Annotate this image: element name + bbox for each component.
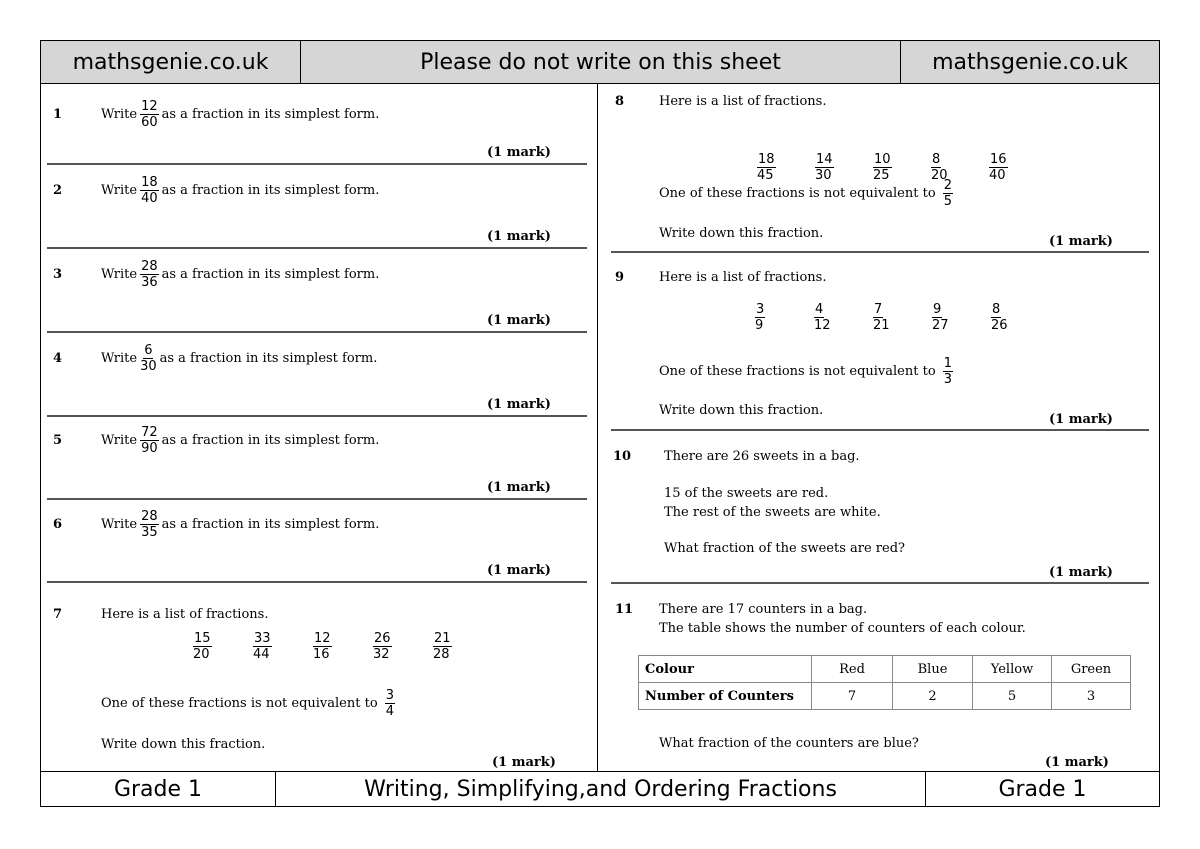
table-cell: Yellow: [973, 656, 1052, 683]
question-number: 2: [53, 183, 63, 198]
column-divider: [597, 83, 598, 773]
fraction-item: $\frac{10}{25}$: [873, 152, 891, 183]
question-text: [101, 175, 379, 206]
separator: [47, 163, 587, 165]
separator: [611, 429, 1149, 431]
table-header-cell: Colour: [639, 656, 812, 683]
question-verb: Write: [101, 433, 138, 448]
target-fraction: $\frac{2}{5}$: [943, 178, 953, 209]
separator: [47, 415, 587, 417]
mark-label: (1 mark): [487, 313, 551, 328]
statement-text: One of these fractions is not equivalent to: [101, 696, 378, 711]
mark-label: (1 mark): [487, 229, 551, 244]
separator: [47, 247, 587, 249]
question-text: The rest of the sweets are white.: [664, 505, 881, 520]
table-cell: Blue: [893, 656, 973, 683]
statement-text: One of these fractions is not equivalent to: [659, 186, 936, 201]
fraction-item: $\frac{15}{20}$: [193, 631, 211, 662]
statement-text: One of these fractions is not equivalent to: [659, 364, 936, 379]
question-number: 10: [613, 449, 632, 464]
question-verb: Write: [101, 351, 138, 366]
fraction-item: $\frac{26}{32}$: [373, 631, 391, 662]
mark-label: (1 mark): [1049, 565, 1113, 580]
fraction-item: $\frac{9}{27}$: [932, 302, 949, 333]
question-instruction: as a fraction in its simplest form.: [161, 107, 380, 122]
question-number: 8: [615, 94, 625, 109]
header-site-right: mathsgenie.co.uk: [932, 49, 1128, 75]
question-instruction: as a fraction in its simplest form.: [161, 517, 380, 532]
mark-label: (1 mark): [1045, 755, 1109, 770]
target-fraction: $\frac{3}{4}$: [385, 688, 395, 719]
separator: [611, 582, 1149, 584]
fraction-item: $\frac{21}{28}$: [433, 631, 451, 662]
question-number: 7: [53, 607, 63, 622]
footer-bar: [41, 771, 1159, 806]
table-cell: 5: [973, 683, 1052, 710]
fraction-item: $\frac{12}{16}$: [313, 631, 331, 662]
given-fraction: $\frac{6}{30}$: [140, 343, 157, 374]
question-intro: Here is a list of fractions.: [101, 607, 269, 622]
fraction-item: $\frac{4}{12}$: [814, 302, 831, 333]
fraction-list: [755, 302, 1050, 333]
header-notice: Please do not write on this sheet: [301, 41, 901, 83]
question-number: 6: [53, 517, 63, 532]
fraction-list: [193, 631, 493, 662]
table-cell: 3: [1052, 683, 1131, 710]
question-number: 11: [615, 602, 634, 617]
question-instruction: as a fraction in its simplest form.: [161, 433, 380, 448]
separator: [47, 331, 587, 333]
mark-label: (1 mark): [492, 755, 556, 770]
question-text: [101, 425, 379, 456]
table-cell: Green: [1052, 656, 1131, 683]
instruction: Write down this fraction.: [659, 226, 824, 241]
question-text: [101, 343, 377, 374]
footer-grade-left: Grade 1: [41, 772, 276, 806]
question-prompt: What fraction of the sweets are red?: [664, 541, 906, 556]
question-number: 3: [53, 267, 63, 282]
table-cell: 7: [812, 683, 893, 710]
question-verb: Write: [101, 517, 138, 532]
table-cell: Red: [812, 656, 893, 683]
question-text: There are 17 counters in a bag.: [659, 602, 868, 617]
table-cell: 2: [893, 683, 973, 710]
question-number: 1: [53, 107, 63, 122]
table-header-cell: Number of Counters: [639, 683, 812, 710]
worksheet: [40, 40, 1160, 807]
equivalence-statement: [659, 356, 956, 387]
footer-topic: Writing, Simplifying,and Ordering Fractions: [276, 772, 926, 806]
given-fraction: $\frac{12}{60}$: [141, 99, 158, 130]
separator: [47, 498, 587, 500]
question-text: [101, 509, 379, 540]
question-number: 5: [53, 433, 63, 448]
table-row: [639, 683, 1131, 710]
mark-label: (1 mark): [487, 480, 551, 495]
fraction-item: $\frac{14}{30}$: [815, 152, 833, 183]
question-text: The table shows the number of counters of each colour.: [659, 621, 1026, 636]
question-verb: Write: [101, 183, 138, 198]
question-prompt: What fraction of the counters are blue?: [659, 736, 919, 751]
mark-label: (1 mark): [487, 145, 551, 160]
question-instruction: as a fraction in its simplest form.: [161, 183, 380, 198]
question-instruction: as a fraction in its simplest form.: [161, 267, 380, 282]
equivalence-statement: [659, 178, 956, 209]
instruction: Write down this fraction.: [101, 737, 266, 752]
header-bar: [41, 41, 1159, 84]
fraction-item: $\frac{33}{44}$: [253, 631, 271, 662]
separator: [47, 581, 587, 583]
equivalence-statement: [101, 688, 398, 719]
mark-label: (1 mark): [1049, 234, 1113, 249]
footer-grade-right: Grade 1: [998, 776, 1087, 802]
question-verb: Write: [101, 267, 138, 282]
fraction-item: $\frac{8}{20}$: [931, 152, 948, 183]
question-text: [101, 99, 379, 130]
instruction: Write down this fraction.: [659, 403, 824, 418]
question-intro: Here is a list of fractions.: [659, 270, 827, 285]
question-number: 4: [53, 351, 63, 366]
mark-label: (1 mark): [1049, 412, 1113, 427]
given-fraction: $\frac{72}{90}$: [141, 425, 158, 456]
question-verb: Write: [101, 107, 138, 122]
question-text: There are 26 sweets in a bag.: [664, 449, 860, 464]
separator: [611, 251, 1149, 253]
counters-table: [638, 655, 1131, 710]
given-fraction: $\frac{18}{40}$: [141, 175, 158, 206]
given-fraction: $\frac{28}{36}$: [141, 259, 158, 290]
target-fraction: $\frac{1}{3}$: [943, 356, 953, 387]
table-row: [639, 656, 1131, 683]
fraction-item: $\frac{7}{21}$: [873, 302, 890, 333]
header-site-left: mathsgenie.co.uk: [41, 41, 301, 83]
question-text: [101, 259, 379, 290]
given-fraction: $\frac{28}{35}$: [141, 509, 158, 540]
question-text: 15 of the sweets are red.: [664, 486, 829, 501]
fraction-item: $\frac{18}{45}$: [757, 152, 775, 183]
fraction-item: $\frac{3}{9}$: [755, 302, 765, 333]
question-number: 9: [615, 270, 625, 285]
question-intro: Here is a list of fractions.: [659, 94, 827, 109]
mark-label: (1 mark): [487, 397, 551, 412]
fraction-item: $\frac{16}{40}$: [989, 152, 1007, 183]
question-instruction: as a fraction in its simplest form.: [159, 351, 378, 366]
fraction-item: $\frac{8}{26}$: [991, 302, 1008, 333]
mark-label: (1 mark): [487, 563, 551, 578]
